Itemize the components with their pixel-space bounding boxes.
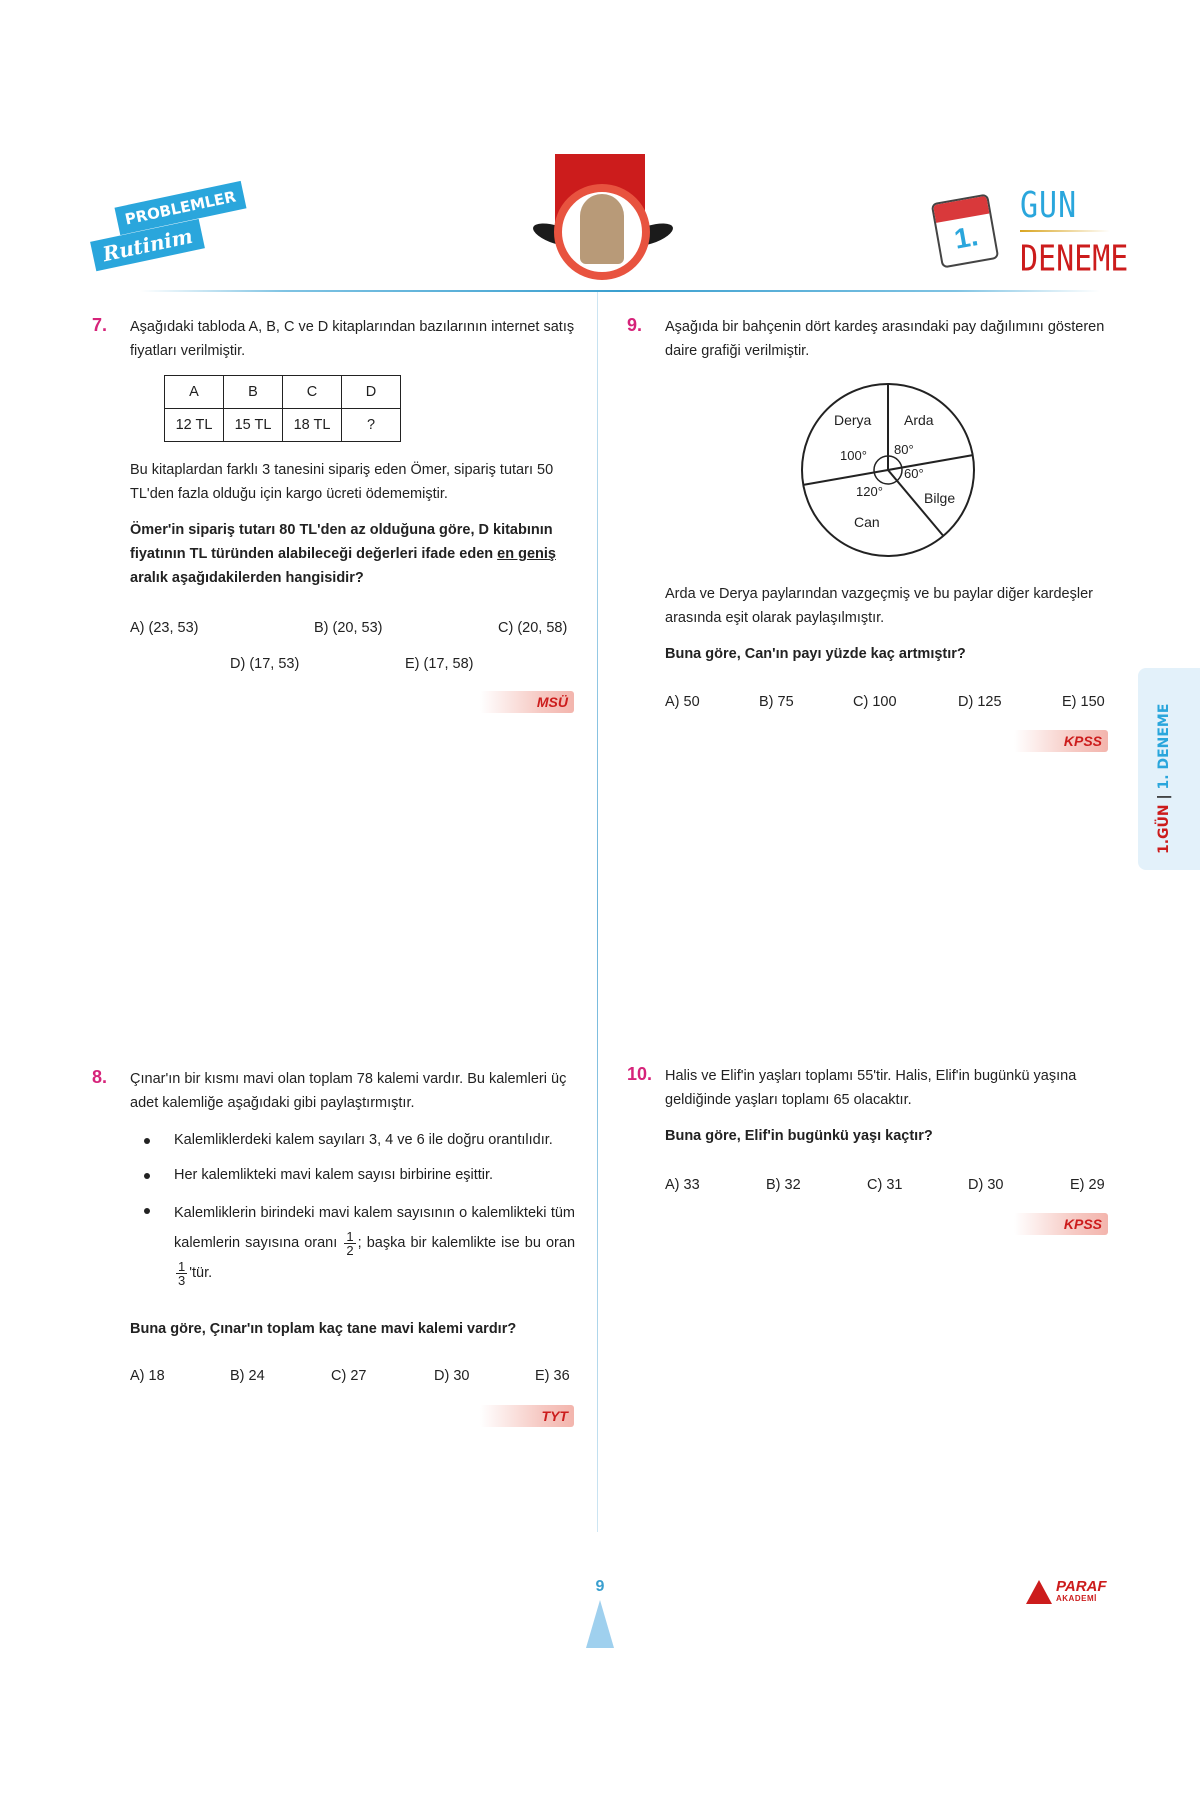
side-tab (1138, 668, 1200, 870)
option-d[interactable]: D) 125 (958, 694, 1002, 710)
option-e[interactable]: E) (17, 58) (405, 656, 474, 672)
table-header: D (342, 376, 401, 409)
fraction: $\frac{1}{2}$ (346, 1228, 354, 1258)
mascot-emblem (532, 154, 672, 282)
option-b[interactable]: B) 24 (230, 1368, 265, 1384)
pie-angle-derya: 100° (840, 448, 867, 463)
option-b[interactable]: B) (20, 53) (314, 620, 383, 636)
option-a[interactable]: A) 33 (665, 1177, 700, 1193)
table-header: C (283, 376, 342, 409)
logo-line2: Rutinim (90, 219, 205, 271)
logo-gun: GUN (1020, 184, 1078, 227)
paraf-a-icon (1026, 1580, 1052, 1604)
pie-label-can: Can (854, 514, 880, 530)
question-body: Arda ve Derya paylarından vazgeçmiş ve bu paylar diğer kardeşler arasında eşit olarak paylaşılmıştır. (665, 586, 1093, 626)
option-d[interactable]: D) 30 (434, 1368, 470, 1384)
side-tab-separator: | (1156, 794, 1172, 800)
option-a[interactable]: A) (23, 53) (130, 620, 199, 636)
table-header: A (165, 376, 224, 409)
condition-list (130, 1128, 575, 1298)
table-cell: ? (342, 409, 401, 442)
table-header: B (224, 376, 283, 409)
option-a[interactable]: A) 18 (130, 1368, 165, 1384)
table-cell: 18 TL (283, 409, 342, 442)
pie-label-bilge: Bilge (924, 490, 956, 506)
question-intro: Aşağıdaki tabloda A, B, C ve D kitaplarından bazılarının internet satış fiyatları verilmiştir. (130, 319, 575, 359)
option-e[interactable]: E) 150 (1062, 694, 1105, 710)
source-badge: KPSS (1014, 730, 1108, 752)
question-number: 9. (627, 315, 643, 335)
column-divider (597, 292, 598, 1532)
source-badge: KPSS (1014, 1213, 1108, 1235)
question-intro: Halis ve Elif'in yaşları toplamı 55'tir. Halis, Elif'in bugünkü yaşına geldiğinde yaşları toplamı 65 olacaktır. (665, 1068, 1077, 1108)
page-number: 9 (595, 1578, 605, 1595)
question-prompt: Buna göre, Elif'in bugünkü yaşı kaçtır? (665, 1128, 933, 1144)
logo-line1: PROBLEMLER (114, 181, 246, 235)
list-item: Kalemliklerdeki kalem sayıları 3, 4 ve 6 ile doğru orantılıdır. (130, 1128, 575, 1153)
option-b[interactable]: B) 32 (766, 1177, 801, 1193)
pie-label-derya: Derya (834, 412, 872, 428)
calendar-icon: 1. (931, 193, 1000, 268)
question-prompt: Buna göre, Çınar'ın toplam kaç tane mavi kalemi vardır? (130, 1321, 517, 1337)
question-intro: Aşağıda bir bahçenin dört kardeş arasındaki pay dağılımını gösteren daire grafiği verilmiştir. (665, 319, 1105, 359)
option-b[interactable]: B) 75 (759, 694, 794, 710)
source-badge: MSÜ (480, 691, 574, 713)
list-item: Kalemliklerin birindeki mavi kalem sayısının o kalemlikteki tüm kalemlerin sayısına oranı $\frac{1}{2}$ ; başka bir kalemlikte ise bu oran $\frac{1}{3}$ 'tür. (130, 1198, 575, 1288)
question-body: Bu kitaplardan farklı 3 tanesini sipariş eden Ömer, sipariş tutarı 50 TL'den fazla olduğu için kargo ücreti ödememiştir. (130, 462, 554, 502)
side-tab-day: 1.GÜN (1156, 804, 1172, 854)
side-tab-exam: 1. DENEME (1156, 703, 1172, 790)
page-marker-icon (586, 1600, 614, 1648)
question-intro: Çınar'ın bir kısmı mavi olan toplam 78 kalemi vardır. Bu kalemleri üç adet kalemliğe aşağıdaki gibi paylaştırmıştır. (130, 1071, 567, 1111)
list-item: Her kalemlikteki mavi kalem sayısı birbirine eşittir. (130, 1163, 575, 1188)
price-table (164, 375, 401, 442)
fraction: $\frac{1}{3}$ (178, 1258, 186, 1288)
option-a[interactable]: A) 50 (665, 694, 700, 710)
pie-label-arda: Arda (904, 412, 934, 428)
header-divider (140, 290, 1100, 292)
option-c[interactable]: C) 100 (853, 694, 897, 710)
pie-angle-arda: 80° (894, 442, 914, 457)
option-e[interactable]: E) 29 (1070, 1177, 1105, 1193)
option-c[interactable]: C) (20, 58) (498, 620, 568, 636)
pie-angle-can: 120° (856, 484, 883, 499)
paraf-akademi-logo: PARAF AKADEMİ (1026, 1578, 1116, 1608)
person-figure (580, 194, 624, 264)
option-d[interactable]: D) (17, 53) (230, 656, 300, 672)
pie-angle-bilge: 60° (904, 466, 924, 481)
pie-chart (800, 382, 976, 558)
option-c[interactable]: C) 31 (867, 1177, 903, 1193)
question-number: 8. (92, 1067, 108, 1087)
option-e[interactable]: E) 36 (535, 1368, 570, 1384)
table-cell: 15 TL (224, 409, 283, 442)
question-prompt: Buna göre, Can'ın payı yüzde kaç artmıştır? (665, 646, 966, 662)
problemler-rutinim-logo (92, 186, 238, 276)
source-badge: TYT (480, 1405, 574, 1427)
table-cell: 12 TL (165, 409, 224, 442)
option-c[interactable]: C) 27 (331, 1368, 367, 1384)
question-prompt: Ömer'in sipariş tutarı 80 TL'den az olduğuna göre, D kitabının fiyatının TL türünden alabileceği değerleri ifade eden en geniş aralık aşağıdakilerden hangisidir? (130, 522, 556, 586)
question-number: 10. (627, 1064, 653, 1084)
logo-deneme: DENEME (1020, 238, 1129, 280)
logo-divider (1020, 230, 1110, 232)
gun-deneme-logo (918, 184, 1129, 280)
question-number: 7. (92, 315, 108, 335)
option-d[interactable]: D) 30 (968, 1177, 1004, 1193)
